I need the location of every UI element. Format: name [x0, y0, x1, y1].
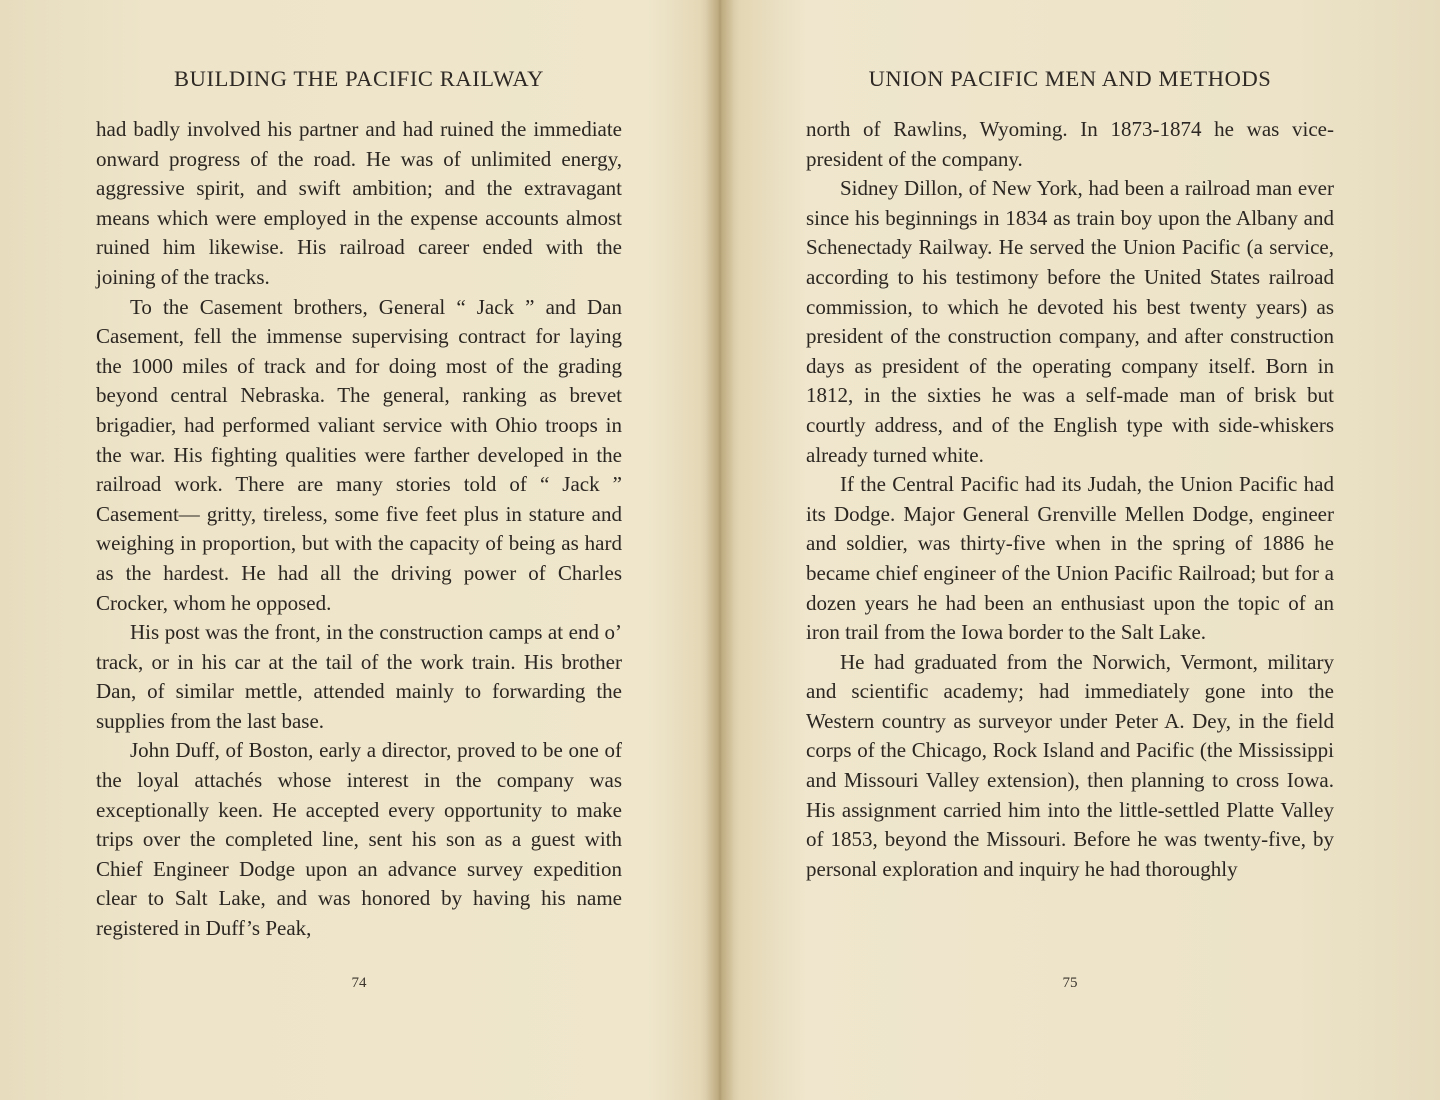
- left-page-number: 74: [351, 975, 367, 991]
- left-running-head: BUILDING THE PACIFIC RAILWAY: [174, 66, 544, 91]
- right-page: [806, 0, 1334, 1100]
- left-paragraph-1: had badly involved his partner and had ruined the immediate onward progress of the road. He was of unlimited energy, aggressive spirit, and swift ambition; and the extravagant means which were employed in the expense accounts almost ruined him likewise. His railroad career ended with the joining of the tracks.: [96, 117, 622, 289]
- left-paragraph-3: His post was the front, in the construction camps at end o’ track, or in his car at the tail of the work train. His brother Dan, of similar mettle, attended mainly to forwarding the supplies from the last base.: [96, 620, 622, 733]
- book-gutter: [700, 0, 740, 1100]
- right-paragraph-4: He had graduated from the Norwich, Vermont, military and scientific academy; had immediately gone into the Western country as surveyor under Peter A. Dey, in the field corps of the Chicago, Rock Island and Pacific (the Mississippi and Missouri Valley extension), then planning to cross Iowa. His assignment carried him into the little-settled Platte Valley of 1853, beyond the Missouri. Before he was twenty-five, by personal exploration and inquiry he had thoroughly: [806, 649, 1334, 881]
- left-paragraph-2: To the Casement brothers, General “ Jack ” and Dan Casement, fell the immense supervising contract for laying the 1000 miles of track and for doing most of the grading beyond central Nebraska. The general, ranking as brevet brigadier, had performed valiant service with Ohio troops in the war. His fighting qualities were farther developed in the railroad work. There are many stories told of “ Jack ” Casement— gritty, tireless, some five feet plus in stature and weighing in proportion, but with the capacity of being as hard as the hardest. He had all the driving power of Charles Crocker, whom he opposed.: [96, 294, 622, 615]
- left-paragraph-4: John Duff, of Boston, early a director, proved to be one of the loyal attachés whose interest in the company was exceptionally keen. He accepted every opportunity to make trips over the completed line, sent his son as a guest with Chief Engineer Dodge upon an advance survey expedition clear to Salt Lake, and was honored by having his name registered in Duff’s Peak,: [96, 738, 622, 941]
- left-page: [96, 0, 622, 1100]
- right-body-text: [806, 115, 1334, 884]
- left-body-text: [96, 115, 622, 944]
- right-paragraph-2: Sidney Dillon, of New York, had been a railroad man ever since his beginnings in 1834 as train boy upon the Albany and Schenectady Railway. He served the Union Pacific (a service, according to his testimony before the United States railroad commission, to which he devoted his best twenty years) as president of the construction company, and after construction days as president of the operating company itself. Born in 1812, in the sixties he was a self-made man of brisk but courtly address, and of the English type with side-whiskers already turned white.: [806, 176, 1334, 467]
- right-paragraph-1: north of Rawlins, Wyoming. In 1873-1874 he was vice-president of the company.: [806, 117, 1334, 171]
- right-running-head: UNION PACIFIC MEN AND METHODS: [868, 66, 1272, 91]
- right-paragraph-3: If the Central Pacific had its Judah, the Union Pacific had its Dodge. Major General Grenville Mellen Dodge, engineer and soldier, was thirty-five when in the spring of 1886 he became chief engineer of the Union Pacific Railroad; but for a dozen years he had been an enthusiast upon the topic of an iron trail from the Iowa border to the Salt Lake.: [806, 472, 1334, 645]
- right-page-number: 75: [1062, 975, 1078, 991]
